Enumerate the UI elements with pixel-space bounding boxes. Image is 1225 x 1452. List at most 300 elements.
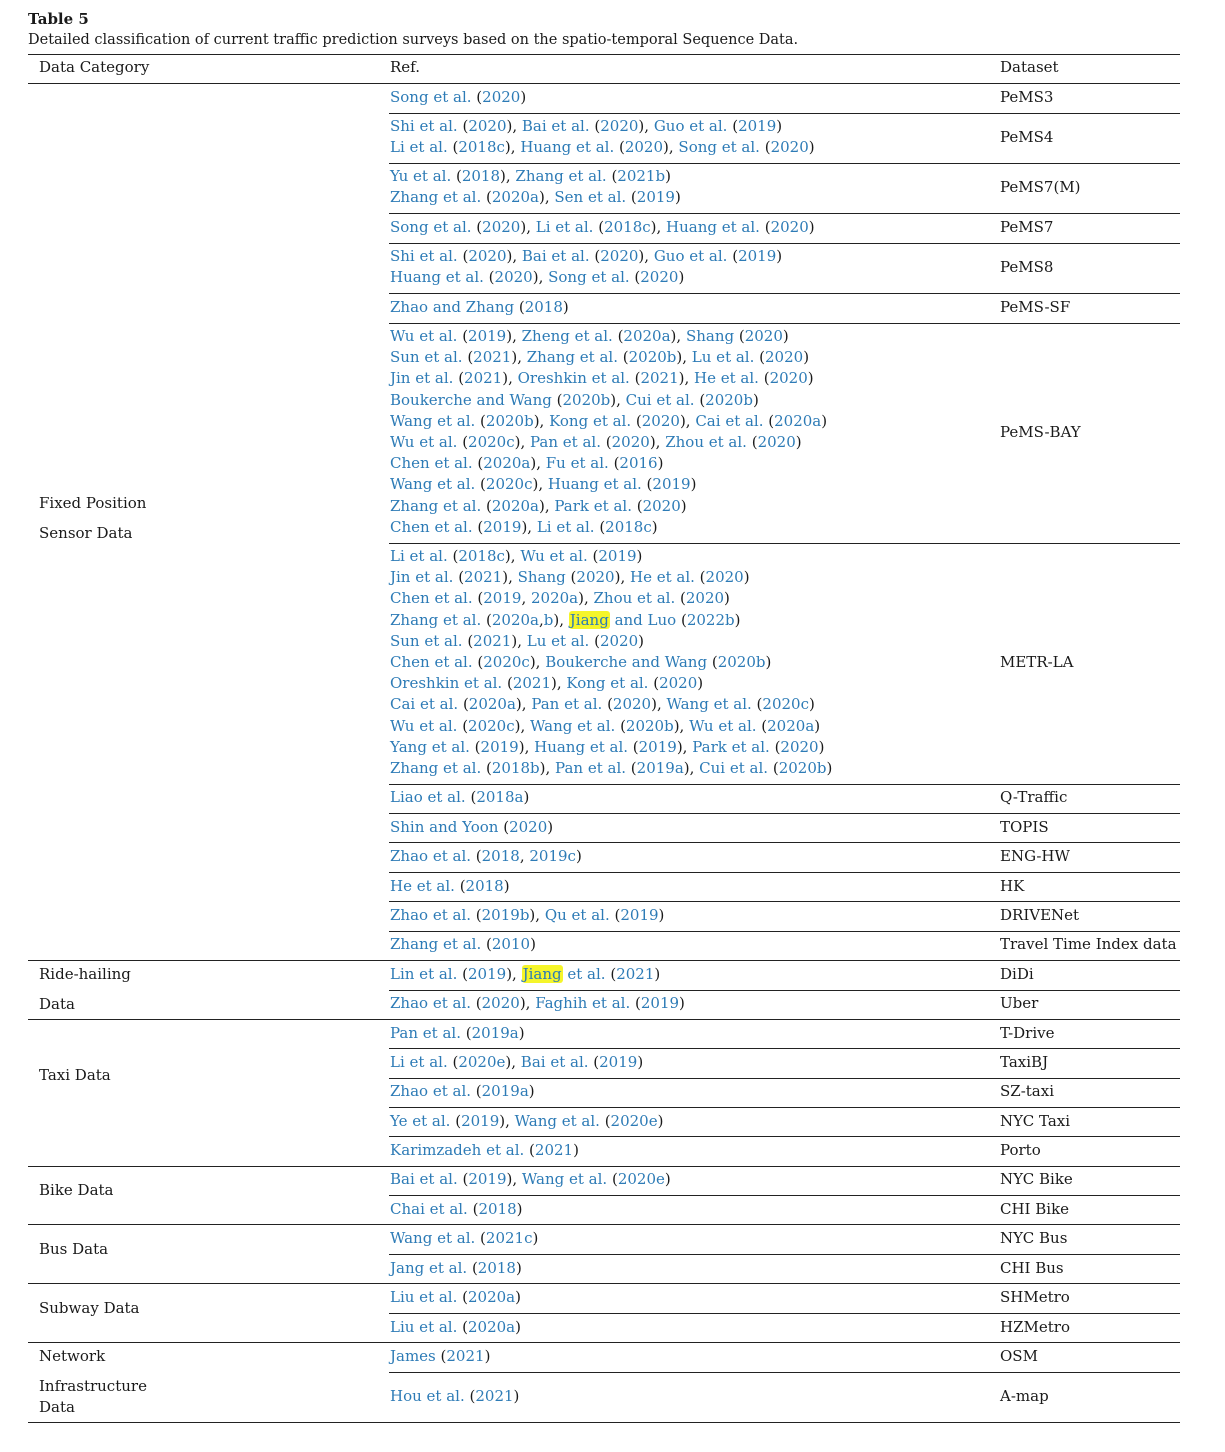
citation-link[interactable]: 2020 (576, 568, 615, 587)
table-rule (389, 784, 1180, 785)
citation-link[interactable]: Park et al. (554, 496, 632, 515)
ref-line (390, 567, 832, 588)
citation-link[interactable]: et al. (562, 965, 606, 983)
citation-link[interactable]: Huang et al. (520, 138, 615, 157)
citation-link[interactable]: Bai et al. (521, 117, 590, 135)
citation-link[interactable]: Jin et al. (390, 369, 454, 388)
citation-link[interactable]: 2019a (636, 758, 684, 777)
citation-link[interactable]: 2019 (468, 327, 507, 345)
citation-link[interactable]: Liao et al. (390, 788, 466, 806)
citation-link[interactable]: Guo et al. (653, 247, 728, 265)
ref-punct: ) (515, 1259, 522, 1277)
citation-link[interactable]: Pan et al. (390, 1024, 461, 1042)
citation-link[interactable]: 2020 (624, 138, 664, 157)
citation-link[interactable]: 2018b (491, 758, 540, 777)
citation-link[interactable]: Wu et al. (689, 716, 757, 735)
category-label: Sensor Data (39, 523, 133, 542)
citation-link[interactable]: 2020 (482, 218, 521, 236)
citation-link[interactable]: Li et al. (390, 547, 448, 565)
citation-link[interactable]: Shang (685, 327, 735, 345)
citation-link[interactable]: Zhang et al. (390, 610, 482, 629)
highlighted-citation-link[interactable]: Jiang (522, 965, 562, 983)
category-label: Infrastructure (39, 1376, 147, 1395)
citation-link[interactable]: Jang et al. (390, 1259, 468, 1277)
citation-link[interactable]: 2020c (762, 695, 809, 714)
citation-link[interactable]: 2018 (461, 167, 501, 185)
citation-link[interactable]: 2020 (600, 247, 639, 265)
citation-link[interactable]: Jin et al. (390, 568, 454, 587)
citation-link[interactable]: Sen et al. (554, 188, 627, 207)
ref-punct: ( (629, 268, 641, 287)
citation-link[interactable]: 2020b (705, 390, 753, 409)
citation-link[interactable]: Cui et al. (699, 758, 769, 777)
citation-link[interactable]: Zhang et al. (390, 188, 482, 207)
citation-link[interactable]: Oreshkin et al. (390, 674, 503, 693)
citation-link[interactable]: 2020a (774, 411, 822, 430)
citation-link[interactable]: 2020e (617, 1170, 665, 1188)
citation-link[interactable]: Zhou et al. (593, 589, 676, 608)
citation-link[interactable]: 2020a (483, 454, 531, 473)
citation-link[interactable]: 2020 (482, 88, 521, 106)
citation-link[interactable]: 2020 (770, 138, 809, 157)
ref-punct: ( (694, 568, 706, 587)
ref-punct: ), (532, 268, 549, 287)
citation-link[interactable]: Pan et al. (531, 695, 603, 714)
ref-punct: ( (593, 218, 605, 236)
citation-link[interactable]: Kong et al. (566, 674, 649, 693)
citation-link[interactable]: Bai et al. (521, 247, 590, 265)
citation-link[interactable]: 2020c (468, 716, 515, 735)
citation-link[interactable]: 2019b (481, 906, 530, 924)
citation-link[interactable]: Cui et al. (625, 390, 695, 409)
ref-cell (390, 1346, 490, 1367)
citation-link[interactable]: Liu et al. (390, 1318, 458, 1336)
table-rule (28, 83, 1180, 84)
citation-link[interactable]: 2020 (757, 432, 796, 451)
citation-link[interactable]: Yang et al. (390, 737, 470, 756)
ref-punct: ( (465, 788, 477, 806)
citation-link[interactable]: 2020a (491, 188, 539, 207)
ref-cell (390, 87, 526, 108)
table-rule (28, 1166, 1180, 1167)
dataset-name: PeMS3 (1000, 88, 1054, 107)
citation-link[interactable]: 2018c (458, 547, 505, 565)
ref-punct: ) (657, 454, 664, 473)
citation-link[interactable]: 2021 (534, 1141, 574, 1159)
citation-link[interactable]: 2020 (642, 496, 681, 515)
citation-link[interactable]: Li et al. (390, 138, 448, 157)
citation-link[interactable]: 2019 (483, 589, 522, 608)
citation-link[interactable]: Shin and Yoon (390, 818, 499, 836)
citation-link[interactable]: 2021 (616, 965, 655, 983)
citation-link[interactable]: 2020 (509, 818, 548, 836)
citation-link[interactable]: Zhao et al. (390, 906, 472, 924)
citation-link[interactable]: 2018 (524, 298, 563, 316)
citation-link[interactable]: Pan et al. (555, 758, 627, 777)
ref-punct: ), (663, 138, 679, 157)
citation-link[interactable]: Qu et al. (544, 906, 610, 924)
ref-punct: ) (808, 218, 815, 236)
citation-link[interactable]: 2022b (686, 610, 735, 629)
citation-link[interactable]: Shang (517, 568, 566, 587)
citation-link[interactable]: 2021 (473, 631, 512, 650)
ref-punct: ( (630, 994, 641, 1012)
citation-link[interactable]: Fu et al. (545, 454, 609, 473)
ref-punct: ( (768, 758, 779, 777)
table-caption: Detailed classification of current traffic prediction surveys based on the spatio-temporal Sequence Data. (28, 32, 799, 48)
ref-punct: ) (803, 348, 810, 367)
ref-line (390, 496, 827, 517)
citation-link[interactable]: Lin et al. (390, 965, 458, 983)
citation-link[interactable]: 2020 (640, 268, 679, 287)
citation-link[interactable]: Song et al. (548, 268, 630, 287)
highlighted-citation-link[interactable]: Jiang (569, 610, 609, 629)
citation-link[interactable]: Yu et al. (390, 167, 452, 185)
ref-punct: ) (743, 568, 750, 587)
citation-link[interactable]: 2020e (610, 1112, 658, 1130)
ref-line (390, 137, 815, 158)
ref-punct: ( (457, 1288, 468, 1306)
citation-link[interactable]: 2019 (598, 547, 637, 565)
dataset-name: Q-Traffic (1000, 788, 1068, 807)
citation-link[interactable]: Wang et al. (666, 695, 752, 714)
ref-line (390, 846, 582, 867)
ref-punct: ( (472, 589, 484, 608)
citation-link[interactable]: Zheng et al. (521, 327, 613, 345)
citation-link[interactable]: He et al. (629, 568, 695, 587)
citation-link[interactable]: Li et al. (390, 1053, 448, 1071)
citation-link[interactable]: 2020b (485, 411, 534, 430)
ref-punct: ( (472, 652, 484, 671)
ref-punct: ( (471, 1082, 482, 1100)
citation-link[interactable]: 2020a (468, 1318, 516, 1336)
ref-punct: ), (519, 994, 536, 1012)
citation-link[interactable]: Cai et al. (390, 695, 459, 714)
ref-punct: ( (481, 758, 492, 777)
ref-punct: ) (573, 1141, 579, 1159)
ref-punct: ( (467, 1259, 478, 1277)
ref-line (390, 187, 681, 208)
table-rule (389, 113, 1180, 114)
citation-link[interactable]: Li et al. (536, 517, 595, 536)
citation-link[interactable]: Lu et al. (526, 631, 590, 650)
citation-link[interactable]: 2016 (619, 454, 658, 473)
citation-link[interactable]: 2019 (738, 117, 777, 135)
citation-link[interactable]: Chen et al. (390, 454, 473, 473)
ref-punct: ) (724, 589, 730, 608)
citation-link[interactable]: 2018 (481, 847, 520, 865)
citation-link[interactable]: 2018c (604, 218, 651, 236)
ref-punct: ( (589, 631, 600, 650)
citation-link[interactable]: 2020 (468, 247, 507, 265)
ref-punct: ( (524, 1141, 535, 1159)
citation-link[interactable]: Zhou et al. (665, 432, 747, 451)
citation-link[interactable]: 2019 (636, 188, 675, 207)
citation-link[interactable]: 2018c (605, 517, 652, 536)
ref-punct: ), (670, 327, 686, 345)
citation-link[interactable]: Liu et al. (390, 1288, 458, 1306)
ref-punct: ( (614, 138, 625, 157)
dataset-name: HK (1000, 877, 1025, 896)
citation-link[interactable]: Zhao and Zhang (390, 298, 515, 316)
ref-punct: , (521, 589, 531, 608)
ref-punct: ( (631, 496, 643, 515)
citation-link[interactable]: Song et al. (678, 138, 760, 157)
citation-link[interactable]: 2020 (765, 348, 804, 367)
citation-link[interactable]: Zhao et al. (390, 994, 472, 1012)
citation-link[interactable]: 2019 (738, 247, 777, 265)
citation-link[interactable]: 2019 (652, 475, 691, 494)
citation-link[interactable]: Wang et al. (390, 411, 476, 430)
citation-link[interactable]: 2018 (478, 1200, 517, 1218)
citation-link[interactable]: Zhang et al. (515, 167, 607, 185)
ref-punct: ) (532, 1229, 539, 1247)
ref-punct: ) (654, 965, 661, 983)
citation-link[interactable]: Wang et al. (390, 475, 476, 494)
table-rule (389, 213, 1180, 214)
citation-link[interactable]: 2020a (491, 496, 539, 515)
citation-link[interactable]: 2019a (471, 1024, 519, 1042)
citation-link[interactable]: 2019 (461, 1112, 500, 1130)
citation-link[interactable]: 2019 (480, 737, 519, 756)
citation-link[interactable]: Huang et al. (547, 475, 642, 494)
citation-link[interactable]: James (390, 1347, 436, 1365)
category-label: Subway Data (39, 1299, 140, 1317)
citation-link[interactable]: 2019 (468, 1170, 507, 1188)
citation-link[interactable]: 2020b (628, 348, 677, 367)
citation-link[interactable]: Shi et al. (390, 247, 458, 265)
citation-link[interactable]: Hou et al. (390, 1387, 465, 1405)
citation-link[interactable]: 2020 (769, 369, 808, 388)
citation-link[interactable]: 2020a (468, 695, 516, 714)
citation-link[interactable]: 2019a (481, 1082, 529, 1100)
ref-punct: ) (523, 788, 530, 806)
citation-link[interactable]: Sun et al. (390, 348, 463, 367)
citation-link[interactable]: 2019c (529, 847, 576, 865)
citation-link[interactable]: 2020 (600, 117, 639, 135)
citation-link[interactable]: Oreshkin et al. (517, 369, 630, 388)
citation-link[interactable]: Wang et al. (390, 1229, 476, 1247)
citation-link[interactable]: 2020 (494, 268, 533, 287)
ref-punct: ( (460, 1024, 472, 1042)
citation-link[interactable]: Bai et al. (390, 1170, 458, 1188)
ref-punct: , (519, 847, 530, 865)
citation-link[interactable]: 2019 (599, 1053, 638, 1071)
category-label: Bike Data (39, 1181, 114, 1199)
ref-punct: ( (502, 674, 513, 693)
citation-link[interactable]: Park et al. (692, 737, 770, 756)
ref-punct: ( (481, 935, 492, 953)
citation-link[interactable]: Boukerche and Wang (390, 390, 552, 409)
citation-link[interactable]: Chen et al. (390, 652, 473, 671)
citation-link[interactable]: 2021 (512, 674, 552, 693)
dataset-name: PeMS8 (1000, 257, 1054, 276)
ref-punct: ( (606, 167, 618, 185)
citation-link[interactable]: He et al. (390, 877, 455, 895)
ref-punct: ) (515, 1288, 521, 1306)
ref-punct: ), (553, 610, 569, 629)
citation-link[interactable]: Sun et al. (390, 631, 463, 650)
citation-link[interactable]: 2021 (640, 369, 679, 388)
citation-link[interactable]: Chen et al. (390, 517, 473, 536)
citation-link[interactable]: 2020a (491, 610, 539, 629)
citation-link[interactable]: Shi et al. (390, 117, 458, 135)
citation-link[interactable]: 2018 (477, 1259, 516, 1277)
citation-link[interactable]: 2020b (717, 652, 766, 671)
citation-link[interactable]: 2020a (623, 327, 671, 345)
ref-punct: ) (821, 411, 828, 430)
citation-link[interactable]: 2020a (530, 589, 579, 608)
citation-link[interactable]: 2020 (744, 327, 783, 345)
citation-link[interactable]: Zhang et al. (390, 935, 482, 953)
citation-link[interactable]: 2020e (458, 1053, 506, 1071)
ref-punct: ( (458, 695, 469, 714)
citation-link[interactable]: 2020b (778, 758, 827, 777)
ref-punct: ), (515, 695, 532, 714)
citation-link[interactable]: 2020c (468, 432, 515, 451)
citation-link[interactable]: Zhang et al. (526, 348, 618, 367)
citation-link[interactable]: Huang et al. (534, 737, 629, 756)
citation-link[interactable]: 2020 (780, 737, 819, 756)
citation-link[interactable]: 2019 (638, 737, 677, 756)
ref-punct: ( (447, 138, 459, 157)
ref-line (390, 588, 832, 609)
ref-punct: ) (562, 298, 569, 316)
citation-link[interactable]: 2020 (468, 117, 507, 135)
ref-punct: ( (676, 610, 687, 629)
citation-link[interactable]: He et al. (694, 369, 759, 388)
dataset-name: METR-LA (1000, 653, 1074, 672)
citation-link[interactable]: 2019 (483, 517, 522, 536)
ref-punct: ), (614, 568, 630, 587)
table-label: Table 5 (28, 10, 89, 28)
ref-line (390, 1140, 579, 1161)
citation-link[interactable]: Guo et al. (653, 117, 728, 135)
citation-link[interactable]: 2019 (468, 965, 507, 983)
citation-link[interactable]: Ye et al. (390, 1112, 451, 1130)
ref-punct: ), (504, 547, 521, 565)
citation-link[interactable]: 2020b (625, 716, 674, 735)
ref-punct: ) (776, 117, 783, 135)
citation-link[interactable]: Zhang et al. (390, 496, 482, 515)
ref-punct: ), (499, 1112, 515, 1130)
citation-link[interactable]: Song et al. (390, 218, 472, 236)
citation-link[interactable]: 2020c (483, 652, 530, 671)
citation-link[interactable]: Bai et al. (520, 1053, 589, 1071)
citation-link[interactable]: 2021 (446, 1347, 485, 1365)
citation-link[interactable]: 2018 (465, 877, 504, 895)
citation-link[interactable]: 2021c (485, 1229, 533, 1247)
ref-punct: ), (514, 432, 531, 451)
citation-link[interactable]: Wang et al. (521, 1170, 608, 1188)
dataset-name: NYC Bus (1000, 1229, 1068, 1248)
citation-link[interactable]: Song et al. (390, 88, 472, 106)
citation-link[interactable]: Huang et al. (390, 268, 484, 287)
citation-link[interactable]: 2018a (476, 788, 524, 806)
citation-link[interactable]: 2020a (767, 716, 815, 735)
ref-cell (390, 934, 536, 955)
citation-link[interactable]: 2020 (599, 631, 639, 650)
ref-punct: ( (453, 568, 465, 587)
citation-link[interactable]: 2021 (464, 369, 503, 388)
citation-link[interactable]: 2020 (611, 432, 650, 451)
ref-line (390, 934, 536, 955)
citation-link[interactable]: Karimzadeh et al. (390, 1141, 525, 1159)
citation-link[interactable]: 2020 (770, 218, 809, 236)
citation-link[interactable]: 2020 (641, 411, 680, 430)
citation-link[interactable]: Huang et al. (666, 218, 760, 236)
ref-line (390, 673, 832, 694)
ref-punct: ) (752, 390, 759, 409)
citation-link[interactable]: 2021 (475, 1387, 514, 1405)
ref-line (390, 267, 782, 288)
citation-link[interactable]: Wu et al. (520, 547, 588, 565)
table-rule (389, 1313, 1180, 1314)
citation-link[interactable]: Zhao et al. (390, 847, 472, 865)
table-rule (28, 54, 1180, 55)
ref-line (390, 787, 529, 808)
citation-link[interactable]: Wu et al. (390, 327, 458, 345)
ref-punct: ), (511, 348, 527, 367)
citation-link[interactable]: Chai et al. (390, 1200, 468, 1218)
citation-link[interactable]: and Luo (609, 610, 677, 629)
ref-punct: ) (814, 716, 821, 735)
citation-link[interactable]: 2021 (473, 348, 512, 367)
citation-link[interactable]: Zhang et al. (390, 758, 482, 777)
table-rule (28, 1019, 1180, 1020)
citation-link[interactable]: Pan et al. (530, 432, 601, 451)
dataset-name: CHI Bus (1000, 1259, 1064, 1278)
ref-punct: ), (650, 218, 667, 236)
citation-link[interactable]: Wu et al. (390, 432, 458, 451)
citation-link[interactable]: 2010 (491, 935, 531, 953)
ref-punct: ) (513, 1387, 520, 1405)
citation-link[interactable]: Kong et al. (549, 411, 632, 430)
citation-link[interactable]: Li et al. (535, 218, 594, 236)
citation-link[interactable]: 2020c (485, 475, 533, 494)
citation-link[interactable]: Boukerche and Wang (545, 652, 708, 671)
citation-link[interactable]: 2020 (705, 568, 744, 587)
citation-link[interactable]: 2021b (617, 167, 666, 185)
ref-punct: ( (605, 965, 617, 983)
citation-link[interactable]: 2020 (481, 994, 520, 1012)
citation-link[interactable]: Cai et al. (695, 411, 764, 430)
citation-link[interactable]: 2020 (685, 589, 725, 608)
citation-link[interactable]: 2020b (562, 390, 611, 409)
ref-punct: ( (450, 1112, 462, 1130)
citation-link[interactable]: b (543, 610, 554, 629)
dataset-name: PeMS-BAY (1000, 422, 1081, 441)
ref-line (390, 246, 782, 267)
citation-link[interactable]: 2019 (640, 994, 680, 1012)
citation-link[interactable]: Chen et al. (390, 589, 473, 608)
citation-link[interactable]: 2020 (659, 674, 698, 693)
ref-punct: ( (631, 411, 642, 430)
citation-link[interactable]: 2018c (458, 138, 505, 157)
citation-link[interactable]: Faghih et al. (535, 994, 631, 1012)
citation-link[interactable]: 2020 (612, 695, 652, 714)
citation-link[interactable]: 2019 (620, 906, 659, 924)
citation-link[interactable]: 2021 (464, 568, 503, 587)
citation-link[interactable]: Wang et al. (514, 1112, 600, 1130)
citation-link[interactable]: Zhao et al. (390, 1082, 472, 1100)
ref-cell (390, 326, 827, 538)
citation-link[interactable]: Wang et al. (530, 716, 616, 735)
citation-link[interactable]: Wu et al. (390, 716, 458, 735)
citation-link[interactable]: Lu et al. (691, 348, 755, 367)
citation-link[interactable]: 2020a (468, 1288, 516, 1306)
ref-punct: ( (626, 188, 637, 207)
